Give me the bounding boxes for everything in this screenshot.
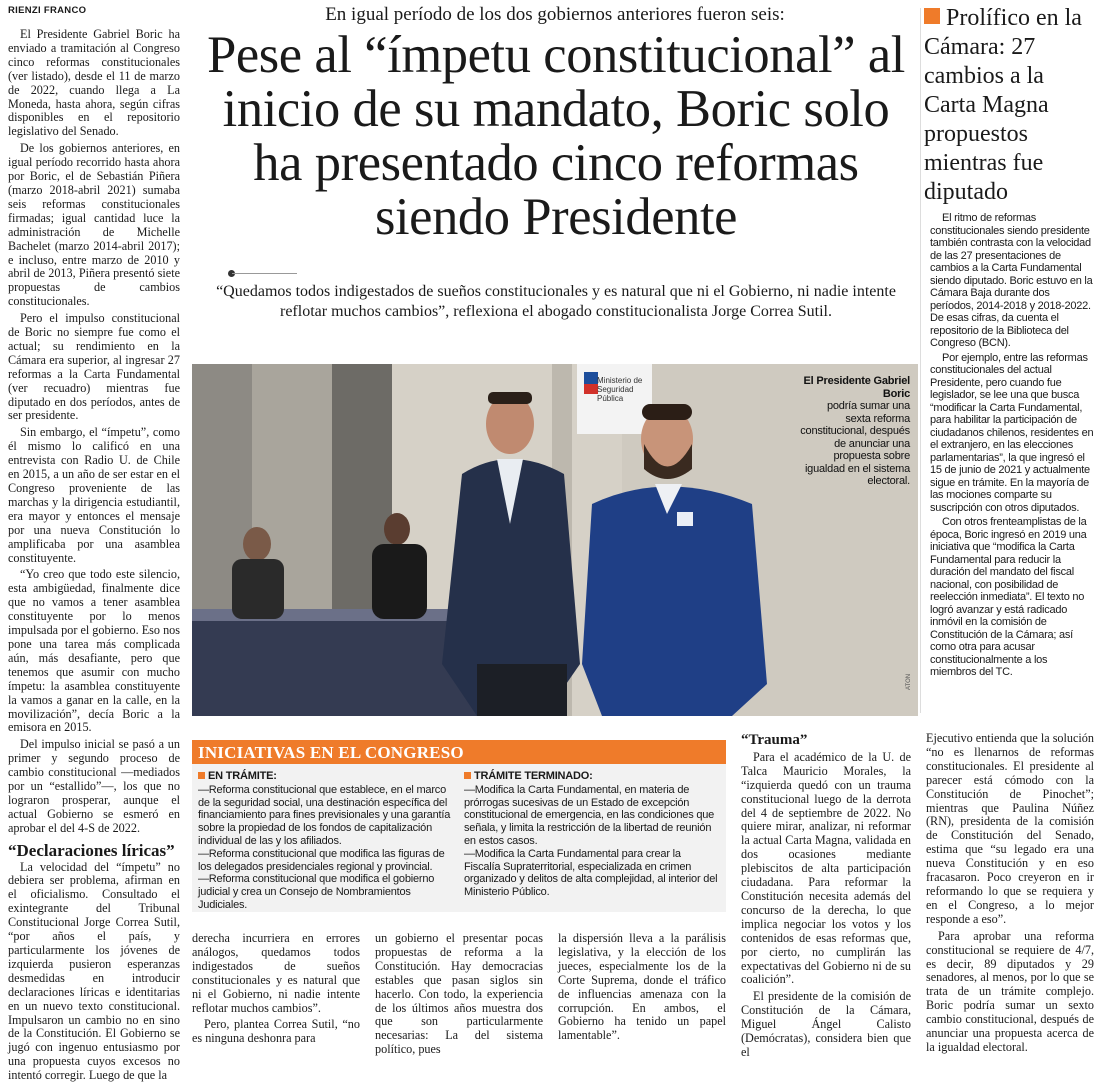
finished-label: TRÁMITE TERMINADO: [474, 770, 593, 782]
paragraph: Para el académico de la U. de Talca Mauricio Morales, la “izquierda quedó con un trauma constitucional luego de la derrota del 4 de septiembre de 2022. No quiere mirar, analizar, ni reformar la actual Carta Magna, validada en dos ocasiones mediante plebiscitos de alta participación ciudadana. Para reformar la Constitución necesita además del concurso de la derecha, lo que implica negociar los votos y los contenidos de esas reformas que, por cierto, no cumplirán las expectativas del Gobierno ni de su coalición”. [741, 749, 911, 987]
paragraph: Para aprobar una reforma constitucional se requiere de 4/7, es decir, 89 diputados y 29 senadores, al menos, por lo que se trata de un trámite complejo. Boric podría sumar un sexto cambio constitucional, después de anunciar una propuesta acerca de la igualdad electoral. [926, 928, 1094, 1054]
column-3 [375, 932, 543, 1060]
paragraph: Pero, plantea Correa Sutil, “no es ninguna deshonra para [192, 1017, 360, 1046]
byline: RIENZI FRANCO [8, 5, 87, 16]
caption-title: El Presidente Gabriel Boric [803, 375, 910, 400]
square-bullet-icon [464, 772, 471, 779]
box-item: —Reforma constitucional que modifica las figuras de los delegados presidenciales regional y provincial. [198, 847, 445, 873]
column-2 [192, 932, 360, 1049]
sidebar-title [924, 4, 1096, 207]
column-1 [8, 28, 180, 1086]
box-item: —Reforma constitucional que modifica el gobierno judicial y crea un Consejo de Nombramientos Judiciales. [198, 873, 435, 911]
kicker: En igual período de los dos gobiernos anteriores fueron seis: [325, 4, 785, 25]
paragraph: El ritmo de reformas constitucionales siendo presidente también contrasta con la velocidad de las 27 presentaciones de cambios a la Carta Fundamental siendo diputado. Boric estuvo en la Cámara Baja durante dos períodos, 2014-2018 y 2018-2022. De esas cifras, da cuenta el repositorio de la Biblioteca del Congreso (BCN). [930, 212, 1093, 349]
dek: “Quedamos todos indigestados de sueños constitucionales y es natural que ni el Gobierno, ni nadie intente reflotar muchos cambios”, reflexiona el abogado constitucionalista Jorge Correa Sutil. [216, 283, 896, 320]
ministry-sign: Ministerio de Seguridad Pública [597, 376, 643, 403]
paragraph: Ejecutivo entienda que la solución “no es llenarnos de reformas constitucionales. El presidente al parecer está cómodo con la Constitución de Pinochet”; mientras que Paulina Núñez (RN), presidenta de la comisión de Constitución del Senado, estima que “su legado era una nueva Constitución y en eso fracasaron. Poco creyeron en ir reformando lo que se requiera y en el Congreso, a lo mejor responde a eso”. [926, 731, 1094, 926]
paragraph: De los gobiernos anteriores, en igual período recorrido hasta ahora por Boric, el de Sebastián Piñera (marzo 2018-abril 2021) sumaba seis reformas constitucionales firmadas; igual cantidad luce la administración de Michelle Bachelet (marzo 2014-abril 2017); e incluso, entre marzo de 2010 y abril de 2013, Piñera presentó siete propuestas de cambios constitucionales. [8, 141, 180, 309]
photo-caption [800, 375, 910, 488]
square-bullet-icon [924, 8, 940, 24]
box-item: —Modifica la Carta Fundamental, en materia de prórrogas sucesivas de un Estado de excepción constitucional de emergencia, en las condiciones que señala, y limita la restricción de la libertad de reunión en estos casos. [464, 783, 715, 847]
square-bullet-icon [198, 772, 205, 779]
paragraph: El Presidente Gabriel Boric ha enviado a tramitación al Congreso cinco reformas constitucionales (ver listado), desde el 11 de marzo de 2022, cuando llega a La Moneda, hasta ahora, según cifras disponibles en el repositorio legislativo del Senado. [8, 27, 180, 139]
section-title: “Trauma” [741, 732, 808, 748]
paragraph: Del impulso inicial se pasó a un primer y segundo proceso de cambio constitucional —mediados por un “estallido”—, los que no lograron prosperar, aunque el actual Gobierno se esmeró en aprobar el del 4-S de 2022. [8, 737, 180, 835]
box-subtitle-finished [464, 770, 719, 783]
column-6 [926, 732, 1094, 1058]
paragraph: Sin embargo, el “ímpetu”, como él mismo lo calificó en una entrevista con Radio U. de Chile en 2015, a un año de ser estar en el Congreso proveniente de las marchas y la dirigencia estudiantil, era mayor y entonces el mensaje por una nueva Constitución lo amplificaba por una asamblea constituyente. [8, 425, 180, 565]
column-5 [741, 734, 911, 1063]
box-item: —Modifica la Carta Fundamental para crear la Fiscalía Supraterritorial, especializada en crimen organizado y delitos de alta complejidad, al interior del Ministerio Público. [464, 847, 718, 899]
sidebar-title-text: Prolífico en la Cámara: 27 cambios a la Carta Magna propuestos mientras fue diputado [924, 5, 1082, 205]
headline: Pese al “ímpetu constitucional” al inicio de su mandato, Boric solo ha presentado cinco reformas siendo Presidente [207, 26, 905, 246]
pending-label: EN TRÁMITE: [208, 770, 277, 782]
dek-rule [232, 273, 297, 274]
paragraph: derecha incurriera en errores análogos, quedamos todos indigestados de sueños constitucionales y es natural que ni el Gobierno, ni nadie intente reflotar muchos cambios”. [192, 931, 360, 1015]
paragraph: “Yo creo que todo este silencio, esta ambigüedad, finalmente dice que no vamos a tener asamblea constituyente por lo menos impulsada por el gobierno. Eso nos pone una tarea más complicada aún, más desafiante, pero que tenemos que asumir con mucho ímpetu: la asamblea constituyente la vamos a ganar en la calle, en la movilización”, decía Boric a la emisora en 2015. [8, 567, 180, 735]
paragraph: Por ejemplo, entre las reformas constitucionales del actual Presidente, pero cuando fue legislador, se lee una que busca “modificar la Carta Fundamental, para habilitar la participación de ciudadanos chilenos, residentes en el extranjero, en las elecciones parlamentarias”, la que ingresó el 15 de junio de 2021 y actualmente sigue en trámite. En la mayoría de las mociones comparte su suscripción con otros diputados. [930, 351, 1094, 514]
paragraph: La velocidad del “ímpetu” no debiera ser problema, afirman en el oficialismo. Consultado el exintegrante del Tribunal Constitucional Jorge Correa Sutil, “por años el país, y particularmente los jóvenes de izquierda pusieron esperanzas desmedidas en introducir declaraciones líricas e identitarias en un nuevo texto constitucional. Impulsaron un cambio no en sino de la Constitución. El Gobierno se jugó con ingenuo entusiasmo por una propuesta cuyos excesos no intentó corregir. Luego de que la [8, 859, 180, 1083]
box-column-finished [464, 770, 719, 899]
paragraph: la dispersión lleva a la parálisis legislativa, y la elección de los jueces, especialmente los de la Corte Suprema, donde el tráfico de influencias amenaza con la corrupción. En ambos, el Gobierno ha tenido un papel lamentable”. [558, 931, 726, 1043]
box-subtitle-pending [198, 770, 456, 783]
column-4 [558, 932, 726, 1046]
sidebar-body [930, 212, 1094, 681]
paragraph: Pero el impulso constitucional de Boric no siempre fue como el actual; su rendimiento en la Cámara era superior, al ingresar 27 reformas a la Carta Fundamental (ver recuadro) mientras fue diputado en dos períodos, antes de ser presidente. [8, 311, 180, 423]
paragraph: un gobierno el presentar pocas propuestas de reforma a la Constitución. Hay democracias estables que pasan siglos sin hacerlo. Con todo, la experiencia de los últimos años muestra dos que son particularmente necesarias: La del sistema político, pues [375, 931, 543, 1057]
photo-credit: ATON [906, 673, 912, 690]
paragraph: El presidente de la comisión de Constitución de la Cámara, Miguel Ángel Calisto (Demócratas), considera bien que el [741, 989, 911, 1059]
paragraph: Con otros frenteamplistas de la época, Boric ingresó en 2019 una iniciativa que “modifica la Carta Fundamental para reducir la duración del mandato del fiscal nacional, con posibilidad de reelección inmediata”. El texto no logró avanzar y está radicado inmóvil en la comisión de Constitución de la Cámara; así como otra para acusar constitucionalmente a los miembros del TC. [930, 516, 1087, 678]
box-column-pending [198, 770, 456, 912]
caption-text: podría sumar una sexta reforma constitucional, después de anunciar una propuesta sobre igualdad en el sistema electoral. [800, 400, 910, 487]
box-title: INICIATIVAS EN EL CONGRESO [192, 740, 726, 764]
initiatives-box [192, 740, 726, 912]
column-divider [920, 8, 921, 713]
box-item: —Reforma constitucional que establece, en el marco de la seguridad social, una destinación específica del financiamiento para fines previsionales y una garantía sobre la propiedad de los fondos de capitalización individual de las y los afiliados. [198, 783, 451, 847]
subhead: “Declaraciones líricas” [8, 840, 175, 860]
